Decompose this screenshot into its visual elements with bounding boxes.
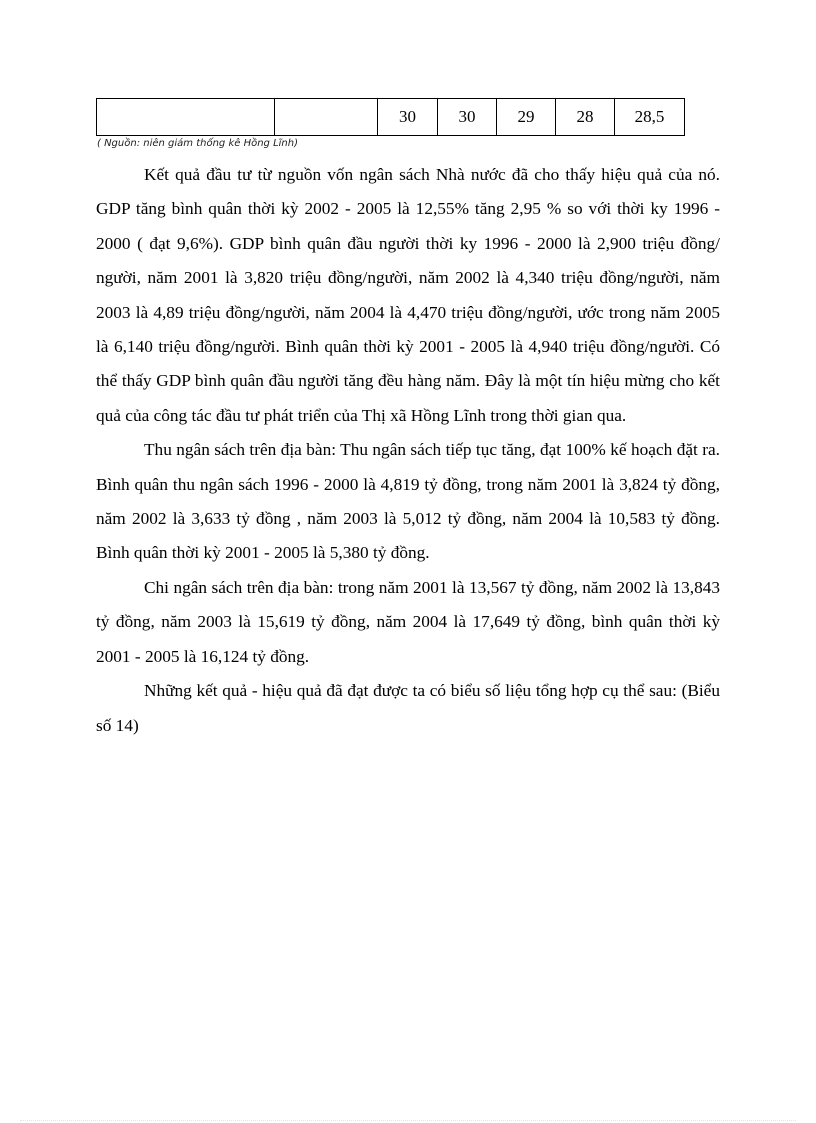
table-cell	[97, 99, 275, 136]
table-row	[97, 99, 685, 136]
table-cell	[275, 99, 378, 136]
paragraph-gdp: Kết quả đầu tư từ nguồn vốn ngân sách Nhà nước đã cho thấy hiệu quả của nó. GDP tăng bình quân thời kỳ 2002 - 2005 là 12,55% tăng 2,95 % so với thời ky 1996 - 2000 ( đạt 9,6%). GDP bình quân đầu người thời ky 1996 - 2000 là 2,900 triệu đồng/ người, năm 2001 là 3,820 triệu đồng/người, năm 2002 là 4,340 triệu đồng/người, năm 2003 là 4,89 triệu đồng/người, năm 2004 là 4,470 triệu đồng/người, ước trong năm 2005 là 6,140 triệu đồng/người. Bình quân thời kỳ 2001 - 2005 là 4,940 triệu đồng/người. Có thể thấy GDP bình quân đầu người tăng đều hàng năm. Đây là một tín hiệu mừng cho kết quả của công tác đầu tư phát triển của Thị xã Hồng Lĩnh trong thời gian qua.	[96, 165, 720, 425]
table-cell: 30	[438, 99, 497, 136]
paragraph-summary: Những kết quả - hiệu quả đã đạt được ta có biểu số liệu tổng hợp cụ thể sau: (Biểu số 14)	[96, 681, 720, 735]
table-cell: 29	[497, 99, 556, 136]
paragraph-budget-expenditure: Chi ngân sách trên địa bàn: trong năm 2001 là 13,567 tỷ đồng, năm 2002 là 13,843 tỷ đồng, năm 2003 là 15,619 tỷ đồng, năm 2004 là 17,649 tỷ đồng, bình quân thời kỳ 2001 - 2005 là 16,124 tỷ đồng.	[96, 577, 720, 666]
page-bottom-divider	[20, 1120, 796, 1121]
data-table	[96, 98, 685, 136]
table-cell: 28,5	[615, 99, 685, 136]
body-text	[96, 158, 720, 743]
table-cell: 28	[556, 99, 615, 136]
paragraph-budget-revenue: Thu ngân sách trên địa bàn: Thu ngân sách tiếp tục tăng, đạt 100% kế hoạch đặt ra. Bình quân thu ngân sách 1996 - 2000 là 4,819 tỷ đồng, trong năm 2001 là 3,824 tỷ đồng, năm 2002 là 3,633 tỷ đồng , năm 2003 là 5,012 tỷ đồng, năm 2004 là 10,583 tỷ đồng. Bình quân thời kỳ 2001 - 2005 là 5,380 tỷ đồng.	[96, 440, 720, 563]
table-cell: 30	[378, 99, 438, 136]
source-note: ( Nguồn: niên giám thống kê Hồng Lĩnh)	[97, 138, 299, 149]
